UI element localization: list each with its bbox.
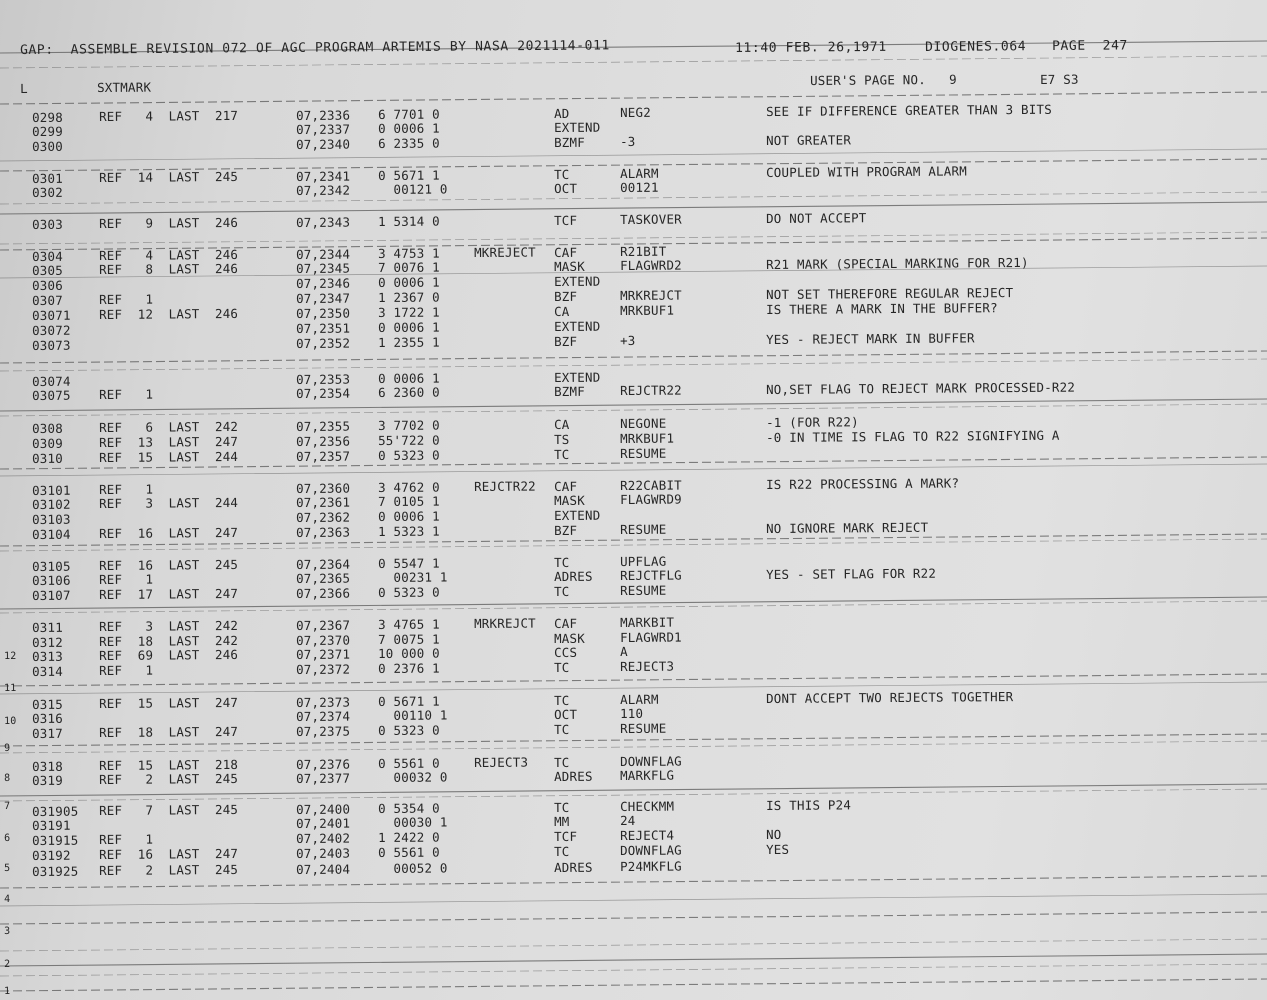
line-op: TC xyxy=(553,659,570,675)
line-op: CAF xyxy=(553,478,578,494)
line-op: TCF xyxy=(553,212,578,228)
line-code: 3 4762 0 xyxy=(377,479,440,495)
line-n: 03101 xyxy=(31,482,71,498)
line-operand: +3 xyxy=(619,332,636,349)
line-n: 03075 xyxy=(31,387,71,403)
line-label: REJECT3 xyxy=(473,754,529,771)
line-code: 1 2355 1 xyxy=(377,334,440,350)
line-op: TCF xyxy=(553,828,578,844)
line-n: 03104 xyxy=(31,526,71,542)
line-code: 6 7701 0 xyxy=(377,106,440,122)
line-code: 7 0105 1 xyxy=(377,493,440,509)
line-addr: 07,2401 xyxy=(295,815,351,831)
line-n: 0304 xyxy=(31,248,64,264)
line-op: ADRES xyxy=(553,859,593,875)
line-addr: 07,2343 xyxy=(295,214,351,230)
line-ref: REF 7 LAST 245 xyxy=(98,802,239,819)
line-n: 03191 xyxy=(31,817,71,833)
line-code: 0 5323 0 xyxy=(377,447,440,463)
line-n: 0317 xyxy=(31,725,64,741)
line-addr: 07,2372 xyxy=(295,661,351,677)
line-code: 7 0076 1 xyxy=(377,259,440,275)
line-addr: 07,2360 xyxy=(295,480,351,496)
line-comment: IS R22 PROCESSING A MARK? xyxy=(765,475,960,492)
line-code: 00030 1 xyxy=(377,814,448,830)
line-operand: 00121 xyxy=(619,179,659,196)
line-operand: A xyxy=(619,643,628,660)
line-operand: NEG2 xyxy=(619,104,652,121)
line-op: EXTEND xyxy=(553,369,601,385)
line-operand: REJCTR22 xyxy=(619,382,682,399)
margin-mark: 2 xyxy=(4,958,11,970)
line-n: 0301 xyxy=(31,170,64,186)
line-n: 03074 xyxy=(31,373,71,389)
line-n: 03106 xyxy=(31,572,71,588)
line-op: EXTEND xyxy=(553,318,601,334)
paper-rule xyxy=(0,351,1267,363)
line-operand: UPFLAG xyxy=(619,553,667,570)
line-operand: MRKREJCT xyxy=(619,287,682,304)
line-operand: 24 xyxy=(619,812,636,829)
line-n: 0319 xyxy=(31,772,64,788)
line-addr: 07,2355 xyxy=(295,418,351,434)
line-ref: REF 18 LAST 242 xyxy=(98,633,239,650)
line-operand: MRKBUF1 xyxy=(619,430,675,447)
line-code: 00231 1 xyxy=(377,569,448,585)
line-op: OCT xyxy=(553,180,578,196)
line-addr: 07,2337 xyxy=(295,121,351,137)
line-op: TC xyxy=(553,843,570,859)
paper-rule xyxy=(0,149,1267,161)
line-ref: REF 15 LAST 247 xyxy=(98,695,239,712)
paper-rule xyxy=(0,876,1267,888)
line-code: 0 5323 0 xyxy=(377,722,440,738)
line-op: MASK xyxy=(553,258,586,274)
line-op: CAF xyxy=(553,615,578,631)
line-op: TC xyxy=(553,446,570,462)
line-addr: 07,2352 xyxy=(295,335,351,351)
line-op: TC xyxy=(553,583,570,599)
line-ref: REF 16 LAST 247 xyxy=(98,846,239,863)
paper-rule xyxy=(0,979,1267,991)
line-addr: 07,2402 xyxy=(295,830,351,846)
line-code: 00032 0 xyxy=(377,769,448,785)
line-label: MRKREJCT xyxy=(473,615,536,632)
line-code: 00121 0 xyxy=(377,181,448,197)
line-operand: -3 xyxy=(619,133,636,150)
line-ref: REF 2 LAST 245 xyxy=(98,862,239,879)
line-ref: REF 8 LAST 246 xyxy=(98,261,239,278)
line-op: EXTEND xyxy=(553,119,601,135)
line-n: 03107 xyxy=(31,587,71,603)
line-n: 03073 xyxy=(31,337,71,353)
line-code: 6 2335 0 xyxy=(377,135,440,151)
line-op: TC xyxy=(553,692,570,708)
line-ref: REF 14 LAST 245 xyxy=(98,169,239,186)
line-addr: 07,2363 xyxy=(295,524,351,540)
line-operand: MARKFLG xyxy=(619,767,675,784)
margin-mark: 10 xyxy=(4,715,17,727)
line-op: CA xyxy=(553,303,570,319)
line-addr: 07,2364 xyxy=(295,556,351,572)
line-op: BZMF xyxy=(553,134,586,150)
line-ref: REF 13 LAST 247 xyxy=(98,434,239,451)
line-operand: NEGONE xyxy=(619,415,667,432)
line-label: REJCTR22 xyxy=(473,478,536,495)
header-logon: DIOGENES.064 xyxy=(924,39,1027,55)
line-comment: NOT SET THEREFORE REGULAR REJECT xyxy=(765,284,1014,302)
line-operand: TASKOVER xyxy=(619,211,682,228)
line-addr: 07,2373 xyxy=(295,694,351,710)
paper-rule xyxy=(0,539,1267,551)
subheader-tag: E7 S3 xyxy=(1039,71,1079,87)
line-ref: REF 17 LAST 247 xyxy=(98,586,239,603)
line-addr: 07,2345 xyxy=(295,260,351,276)
line-operand: REJECT4 xyxy=(619,827,675,844)
line-n: 0299 xyxy=(31,123,64,139)
line-comment: YES - SET FLAG FOR R22 xyxy=(765,565,937,582)
line-n: 0300 xyxy=(31,138,64,154)
line-op: OCT xyxy=(553,706,578,722)
line-comment: -0 IN TIME IS FLAG TO R22 SIGNIFYING A xyxy=(765,427,1060,445)
line-addr: 07,2336 xyxy=(295,107,351,123)
line-code: 0 5561 0 xyxy=(377,844,440,860)
line-n: 0307 xyxy=(31,292,64,308)
line-code: 3 1722 1 xyxy=(377,304,440,320)
line-ref: REF 1 xyxy=(98,831,154,848)
line-op: TC xyxy=(553,721,570,737)
line-op: TC xyxy=(553,754,570,770)
line-comment: IS THERE A MARK IN THE BUFFER? xyxy=(765,300,998,317)
line-comment: COUPLED WITH PROGRAM ALARM xyxy=(765,163,967,180)
line-label: MKREJECT xyxy=(473,244,536,261)
line-op: EXTEND xyxy=(553,273,601,289)
paper-rule xyxy=(0,399,1267,411)
line-ref: REF 12 LAST 246 xyxy=(98,306,239,323)
line-comment: R21 MARK (SPECIAL MARKING FOR R21) xyxy=(765,254,1029,272)
line-code: 0 0006 1 xyxy=(377,370,440,386)
line-n: 031925 xyxy=(31,863,79,879)
line-addr: 07,2340 xyxy=(295,136,351,152)
line-operand: FLAGWRD1 xyxy=(619,629,682,646)
line-n: 031905 xyxy=(31,803,79,819)
paper-rule xyxy=(0,894,1267,906)
paper-rule xyxy=(0,92,1267,104)
line-code: 0 5323 0 xyxy=(377,584,440,600)
margin-mark: 5 xyxy=(4,862,11,874)
line-ref: REF 1 xyxy=(98,571,154,588)
margin-mark: 1 xyxy=(4,985,11,997)
line-code: 0 5354 0 xyxy=(377,800,440,816)
line-ref: REF 16 LAST 245 xyxy=(98,557,239,574)
line-n: 0305 xyxy=(31,262,64,278)
line-n: 03103 xyxy=(31,511,71,527)
line-ref: REF 15 LAST 218 xyxy=(98,757,239,774)
line-op: TC xyxy=(553,166,570,182)
line-operand: R22CABIT xyxy=(619,477,682,494)
line-op: TS xyxy=(553,431,570,447)
line-op: TC xyxy=(553,554,570,570)
line-operand: R21BIT xyxy=(619,243,667,260)
line-addr: 07,2346 xyxy=(295,275,351,291)
header-page-number: PAGE 247 xyxy=(1051,38,1128,54)
line-addr: 07,2354 xyxy=(295,385,351,401)
line-comment: NO IGNORE MARK REJECT xyxy=(765,519,929,536)
line-comment: IS THIS P24 xyxy=(765,797,852,813)
line-addr: 07,2365 xyxy=(295,570,351,586)
margin-mark: 7 xyxy=(4,800,11,812)
line-n: 03102 xyxy=(31,496,71,512)
header-title: GAP: ASSEMBLE REVISION 072 OF AGC PROGRAM ARTEMIS BY NASA 2021114-011 xyxy=(19,38,610,58)
line-n: 031915 xyxy=(31,832,79,848)
paper-rule xyxy=(0,464,1267,476)
line-n: 0310 xyxy=(31,450,64,466)
line-n: 0306 xyxy=(31,277,64,293)
line-operand: RESUME xyxy=(619,582,667,599)
paper-rule xyxy=(0,56,1267,68)
line-addr: 07,2353 xyxy=(295,371,351,387)
line-op: CCS xyxy=(553,644,578,660)
line-code: 0 0006 1 xyxy=(377,319,440,335)
line-n: 0303 xyxy=(31,216,64,232)
line-comment: YES - REJECT MARK IN BUFFER xyxy=(765,330,975,347)
margin-mark: 6 xyxy=(4,832,11,844)
line-code: 0 0006 1 xyxy=(377,274,440,290)
line-code: 3 4753 1 xyxy=(377,245,440,261)
line-operand: DOWNFLAG xyxy=(619,753,682,770)
paper-rule xyxy=(0,232,1267,244)
line-ref: REF 16 LAST 247 xyxy=(98,525,239,542)
line-ref: REF 3 LAST 244 xyxy=(98,495,239,512)
line-code: 0 5671 1 xyxy=(377,167,440,183)
line-comment: -1 (FOR R22) xyxy=(765,414,859,430)
line-code: 0 5561 0 xyxy=(377,755,440,771)
line-code: 1 5314 0 xyxy=(377,213,440,229)
line-addr: 07,2374 xyxy=(295,708,351,724)
line-op: TC xyxy=(553,799,570,815)
line-operand: MRKBUF1 xyxy=(619,302,675,319)
line-ref: REF 4 LAST 217 xyxy=(98,108,239,125)
paper-rule xyxy=(0,404,1267,416)
line-ref: REF 2 LAST 245 xyxy=(98,771,239,788)
paper-rule xyxy=(0,912,1267,924)
line-op: BZF xyxy=(553,522,578,538)
line-addr: 07,2347 xyxy=(295,290,351,306)
line-addr: 07,2342 xyxy=(295,182,351,198)
line-code: 1 2422 0 xyxy=(377,829,440,845)
line-n: 03192 xyxy=(31,847,71,863)
line-code: 7 0075 1 xyxy=(377,631,440,647)
line-ref: REF 69 LAST 246 xyxy=(98,647,239,664)
line-operand: RESUME xyxy=(619,720,667,737)
line-code: 1 5323 1 xyxy=(377,523,440,539)
line-addr: 07,2362 xyxy=(295,509,351,525)
margin-mark: 11 xyxy=(4,682,17,694)
margin-mark: 8 xyxy=(4,772,11,784)
line-ref: REF 1 xyxy=(98,662,154,679)
line-n: 03072 xyxy=(31,322,71,338)
line-op: BZMF xyxy=(553,383,586,399)
line-ref: REF 15 LAST 244 xyxy=(98,449,239,466)
line-code: 0 5547 1 xyxy=(377,555,440,571)
line-comment: NO,SET FLAG TO REJECT MARK PROCESSED-R22 xyxy=(765,379,1076,397)
line-comment: YES xyxy=(765,841,790,857)
line-comment: NO xyxy=(765,826,782,842)
line-op: MASK xyxy=(553,630,586,646)
line-operand: FLAGWRD2 xyxy=(619,257,682,274)
line-addr: 07,2376 xyxy=(295,756,351,772)
line-n: 0318 xyxy=(31,758,64,774)
line-addr: 07,2344 xyxy=(295,246,351,262)
line-n: 0314 xyxy=(31,663,64,679)
line-operand: REJCTFLG xyxy=(619,567,682,584)
line-n: 0315 xyxy=(31,696,64,712)
line-addr: 07,2377 xyxy=(295,770,351,786)
line-addr: 07,2403 xyxy=(295,845,351,861)
line-comment: DO NOT ACCEPT xyxy=(765,210,867,226)
line-code: 55'722 0 xyxy=(377,432,440,448)
line-comment: NOT GREATER xyxy=(765,132,852,148)
line-n: 03105 xyxy=(31,558,71,574)
line-operand: P24MKFLG xyxy=(619,858,682,875)
line-ref: REF 6 LAST 242 xyxy=(98,419,239,436)
line-op: MASK xyxy=(553,492,586,508)
line-n: 0313 xyxy=(31,648,64,664)
line-op: ADRES xyxy=(553,568,593,584)
subheader-section: SXTMARK xyxy=(96,79,152,95)
line-op: BZF xyxy=(553,333,578,349)
line-addr: 07,2404 xyxy=(295,861,351,877)
line-addr: 07,2375 xyxy=(295,723,351,739)
line-n: 03071 xyxy=(31,307,71,323)
paper-rule xyxy=(0,674,1267,686)
line-code: 00110 1 xyxy=(377,707,448,723)
line-code: 00052 0 xyxy=(377,860,448,876)
line-addr: 07,2366 xyxy=(295,585,351,601)
line-op: MM xyxy=(553,813,570,829)
line-code: 0 5671 1 xyxy=(377,693,440,709)
line-addr: 07,2341 xyxy=(295,168,351,184)
line-n: 0311 xyxy=(31,619,64,635)
line-op: CA xyxy=(553,416,570,432)
line-comment: DONT ACCEPT TWO REJECTS TOGETHER xyxy=(765,688,1014,706)
line-operand: DOWNFLAG xyxy=(619,842,682,859)
paper-rule xyxy=(0,954,1267,966)
line-operand: ALARM xyxy=(619,165,659,182)
margin-mark: 3 xyxy=(4,925,11,937)
line-n: 0298 xyxy=(31,109,64,125)
line-addr: 07,2350 xyxy=(295,305,351,321)
line-operand: MARKBIT xyxy=(619,614,675,631)
paper-rule xyxy=(0,939,1267,951)
line-op: ADRES xyxy=(553,768,593,784)
line-operand: 110 xyxy=(619,705,644,722)
line-n: 0316 xyxy=(31,710,64,726)
line-code: 3 7702 0 xyxy=(377,417,440,433)
line-code: 0 2376 1 xyxy=(377,660,440,676)
line-op: CAF xyxy=(553,244,578,260)
line-code: 10 000 0 xyxy=(377,645,440,661)
line-addr: 07,2400 xyxy=(295,801,351,817)
margin-mark: 9 xyxy=(4,742,11,754)
line-addr: 07,2351 xyxy=(295,320,351,336)
line-ref: REF 9 LAST 246 xyxy=(98,215,239,232)
line-addr: 07,2357 xyxy=(295,448,351,464)
line-comment: SEE IF DIFFERENCE GREATER THAN 3 BITS xyxy=(765,101,1052,119)
subheader-l: L xyxy=(19,80,28,96)
line-n: 0302 xyxy=(31,184,64,200)
line-addr: 07,2356 xyxy=(295,433,351,449)
line-ref: REF 1 xyxy=(98,481,154,498)
line-addr: 07,2370 xyxy=(295,632,351,648)
line-ref: REF 1 xyxy=(98,386,154,403)
margin-mark: 4 xyxy=(4,893,11,905)
line-code: 6 2360 0 xyxy=(377,384,440,400)
margin-mark: 12 xyxy=(4,650,17,662)
line-ref: REF 1 xyxy=(98,291,154,308)
line-op: EXTEND xyxy=(553,507,601,523)
line-ref: REF 3 LAST 242 xyxy=(98,618,239,635)
line-ref: REF 18 LAST 247 xyxy=(98,724,239,741)
line-code: 0 0006 1 xyxy=(377,120,440,136)
subheader-users-page: USER'S PAGE NO. 9 xyxy=(809,71,957,88)
line-addr: 07,2361 xyxy=(295,494,351,510)
paper-rule xyxy=(0,964,1267,976)
line-code: 1 2367 0 xyxy=(377,289,440,305)
line-operand: REJECT3 xyxy=(619,658,675,675)
line-operand: CHECKMM xyxy=(619,798,675,815)
line-n: 0308 xyxy=(31,420,64,436)
line-op: AD xyxy=(553,105,570,121)
line-operand: FLAGWRD9 xyxy=(619,491,682,508)
line-n: 0309 xyxy=(31,435,64,451)
line-addr: 07,2371 xyxy=(295,646,351,662)
line-n: 0312 xyxy=(31,634,64,650)
line-ref: REF 4 LAST 246 xyxy=(98,247,239,264)
header-time: 11:40 FEB. 26,1971 xyxy=(734,39,887,56)
line-code: 3 4765 1 xyxy=(377,616,440,632)
line-operand: ALARM xyxy=(619,691,659,708)
line-operand: RESUME xyxy=(619,445,667,462)
line-op: BZF xyxy=(553,288,578,304)
line-operand: RESUME xyxy=(619,521,667,538)
line-code: 0 0006 1 xyxy=(377,508,440,524)
line-addr: 07,2367 xyxy=(295,617,351,633)
paper-rule xyxy=(0,741,1267,753)
